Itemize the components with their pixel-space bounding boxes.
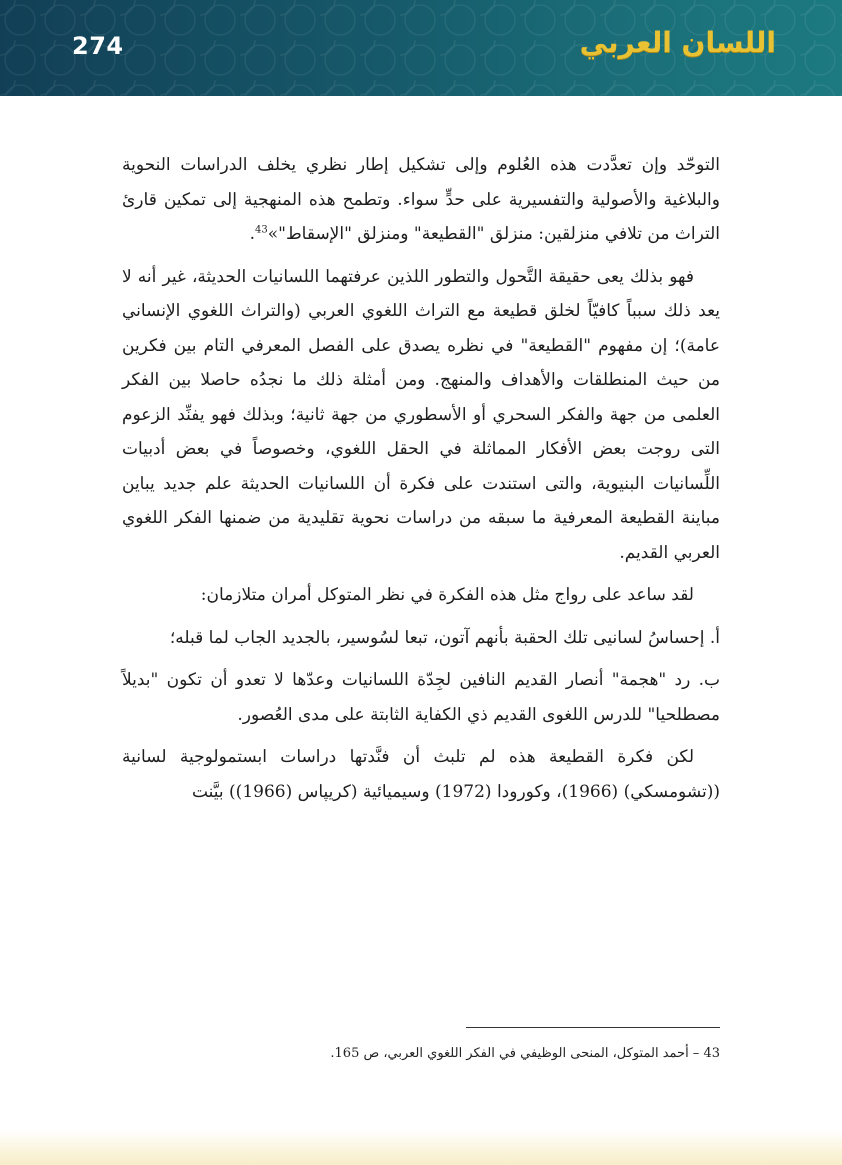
footnote-separator (466, 1027, 720, 1028)
list-item: ب. رد "هجمة" أنصار القديم النافين لجِدّة اللسانيات وعدّها لا تعدو أن تكون "بديلاً مصطلحيا" للدرس اللغوى القديم ذي الكفاية الثابتة على مدى العُصور. (122, 670, 720, 725)
paragraph-text: التوحّد وإن تعدَّدت هذه العُلوم وإلى تشكيل إطار نظري يخلف الدراسات النحوية والبلاغية والأصولية والتفسيرية على حدٍّ سواء. وتطمح هذه المنهجية إلى تمكين قارئ التراث من تلافي منزلقين: منزلق "القطيعة" ومنزلق "الإسقاط"» (122, 155, 720, 244)
paragraph-end: . (249, 224, 255, 244)
paragraph: لكن فكرة القطيعة هذه لم تلبث أن فنَّدتها دراسات ابستمولوجية لسانية ((تشومسكي) (1966)، وكورودا (1972) وسيميائية (كريپاس (1966)) بيَّنت (122, 747, 720, 802)
page-number: 274 (72, 32, 124, 60)
footnote-marker[interactable]: 43 (254, 224, 268, 236)
paragraph (122, 148, 720, 252)
paragraph: لقد ساعد على رواج مثل هذه الفكرة في نظر المتوكل أمران متلازمان: (200, 585, 694, 605)
footnote: 43 – أحمد المتوكل، المنحى الوظيفي في الفكر اللغوي العربي، ص 165. (330, 1046, 720, 1061)
page-header (0, 0, 842, 96)
paragraph: فهو بذلك يعى حقيقة التَّحول والتطور اللذين عرفتهما اللسانيات الحديثة، غير أنه لا يعد ذلك سبباً كافيّاً لخلق قطيعة مع التراث اللغوي العربي (والتراث اللغوي الإنساني عامة)؛ إن مفهوم "القطيعة" في نظره يصدق على الفصل المعرفي التام بين فكرين من حيث المنطلقات والأهداف والمنهج. ومن أمثلة ذلك ما نجدُه حاصلا بين الفكر العلمى من جهة والفكر السحري أو الأسطوري من جهة ثانية؛ وبذلك فهو يفنِّد الزعوم التى روجت بعض الأفكار المماثلة في الحقل اللغوي، وخصوصاً في بعض أدبيات اللِّسانيات البنيوية، والتى استندت على فكرة أن اللسانيات الحديثة علم جديد يباين مباينة القطيعة المعرفية ما سبقه من دراسات نحوية تقليدية من ضمنها الفكر اللغوي العربي القديم. (122, 266, 720, 563)
page-footer-band (0, 1130, 842, 1165)
journal-logo: اللسان العربي (579, 26, 776, 59)
list-item: أ. إحساسُ لسانيى تلك الحقبة بأنهم آتون، تبعا لسُوسير، بالجديد الجاب لما قبله؛ (169, 627, 720, 648)
body-text (122, 148, 720, 817)
